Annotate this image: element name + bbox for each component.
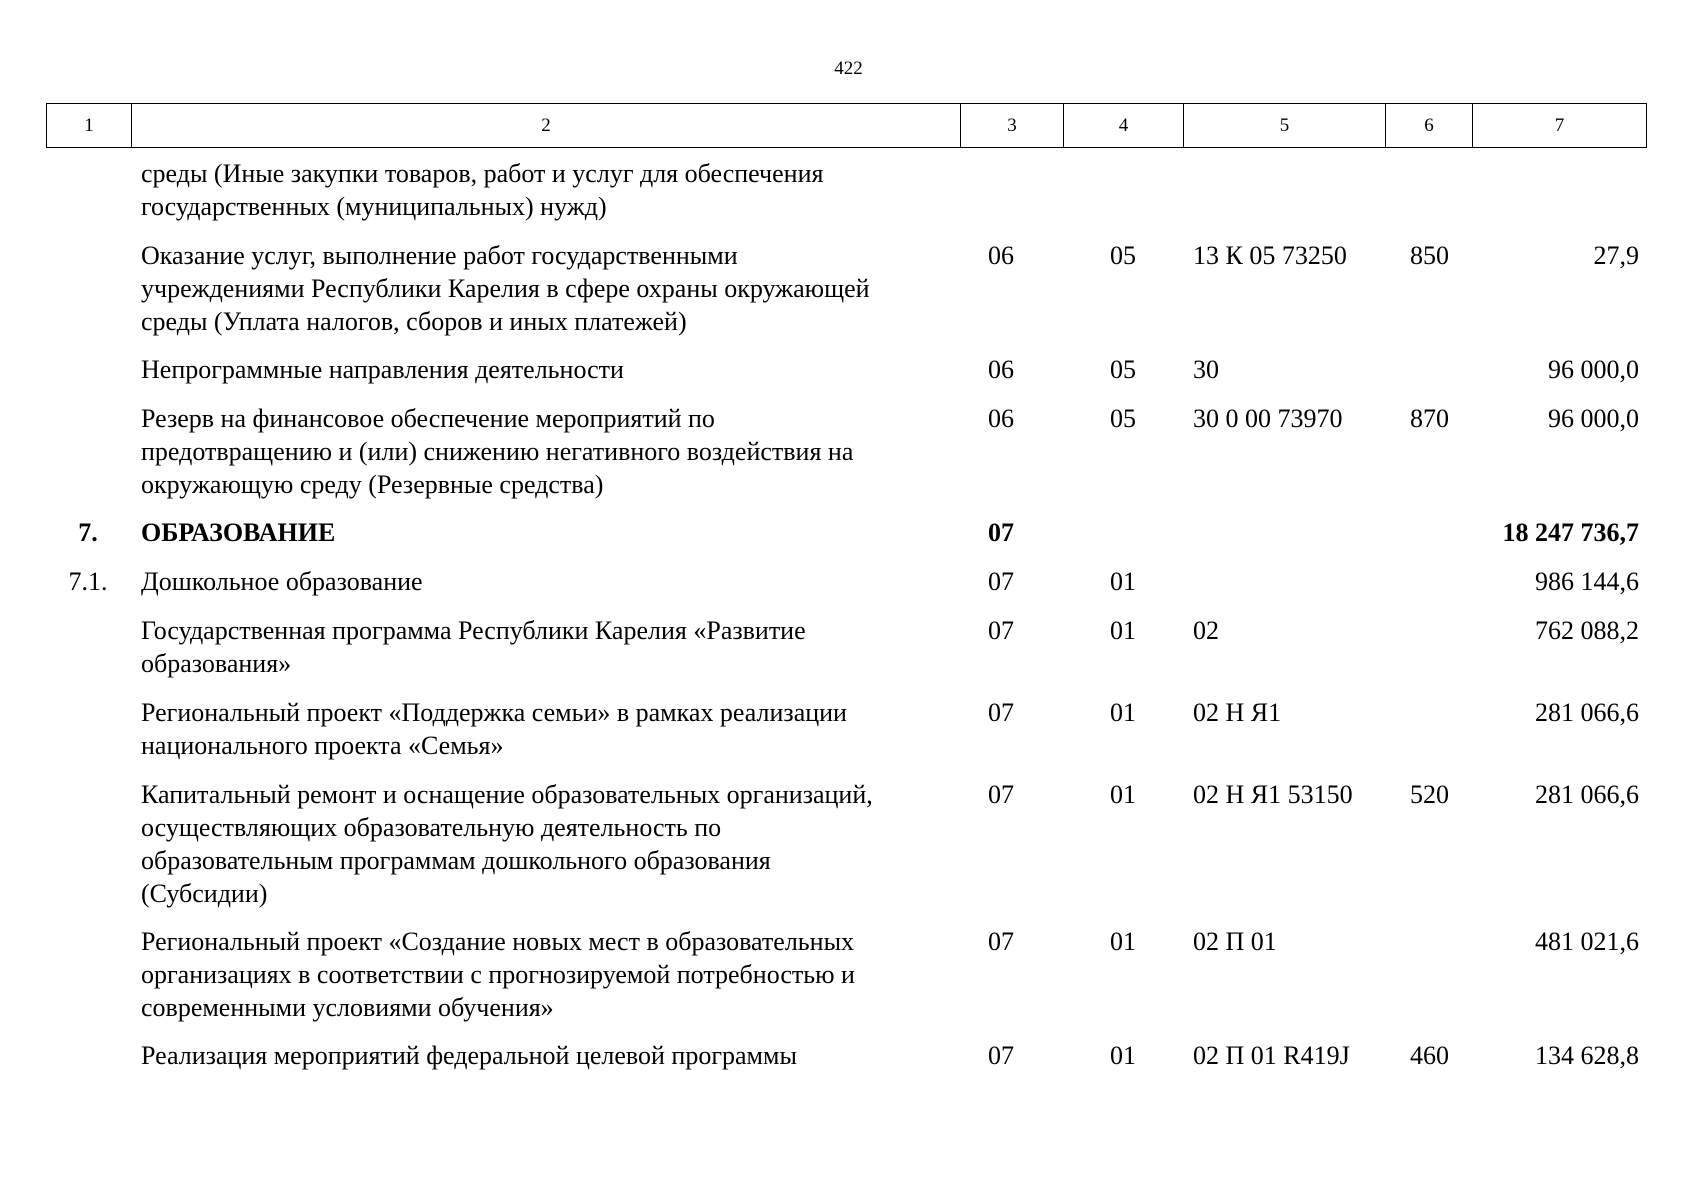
row-target-article: 30: [1193, 355, 1219, 384]
row-expense-type: 460: [1410, 1041, 1449, 1070]
row-number: 7.1.: [68, 567, 108, 596]
row-target-article: 30 0 00 73970: [1193, 404, 1343, 433]
row-target-article: 02 П 01 R419J: [1193, 1041, 1350, 1070]
table-row: [46, 402, 1646, 516]
row-number: 7.: [78, 518, 98, 547]
table-row: [46, 239, 1646, 353]
column-header-6: 6: [1386, 104, 1473, 148]
column-header-3: 3: [961, 104, 1064, 148]
row-target-article: 02 П 01: [1193, 927, 1277, 956]
row-amount: 96 000,0: [1548, 355, 1639, 384]
row-name: Оказание услуг, выполнение работ государственными учреждениями Республики Карелия в сфере охраны окружающей среды (Уплата налогов, сборов и иных платежей): [141, 241, 870, 336]
table-row: [46, 157, 1646, 239]
row-section: 07: [988, 518, 1014, 547]
row-name: Региональный проект «Поддержка семьи» в рамках реализации национального проекта «Семья»: [141, 698, 847, 760]
row-subsection: 01: [1110, 616, 1136, 645]
table-row-section-header: [46, 516, 1646, 565]
row-section: 06: [988, 241, 1014, 270]
row-section: 07: [988, 698, 1014, 727]
row-section: 07: [988, 927, 1014, 956]
row-section: 06: [988, 355, 1014, 384]
table-row: [46, 696, 1646, 778]
row-subsection: 01: [1110, 780, 1136, 809]
row-name: Капитальный ремонт и оснащение образовательных организаций, осуществляющих образовательную деятельность по образовательным программам дошкольного образования (Субсидии): [141, 780, 873, 908]
row-name: Региональный проект «Создание новых мест в образовательных организациях в соответствии с прогнозируемой потребностью и современными условиями обучения»: [141, 927, 855, 1022]
row-amount: 18 247 736,7: [1502, 518, 1639, 547]
row-amount: 762 088,2: [1535, 616, 1639, 645]
row-expense-type: 870: [1410, 404, 1449, 433]
column-header-2: 2: [132, 104, 961, 148]
row-amount: 96 000,0: [1548, 404, 1639, 433]
column-header-7: 7: [1473, 104, 1647, 148]
row-name: ОБРАЗОВАНИЕ: [141, 518, 336, 547]
row-target-article: 02: [1193, 616, 1219, 645]
row-section: 07: [988, 1041, 1014, 1070]
row-name: Резерв на финансовое обеспечение мероприятий по предотвращению и (или) снижению негативного воздействия на окружающую среду (Резервные средства): [141, 404, 854, 499]
row-amount: 281 066,6: [1535, 780, 1639, 809]
row-subsection: 01: [1110, 1041, 1136, 1070]
row-name: Непрограммные направления деятельности: [141, 355, 624, 384]
table-row: [46, 353, 1646, 402]
column-header-table: [46, 103, 1647, 148]
table-row: [46, 1039, 1646, 1088]
row-name: Дошкольное образование: [141, 567, 423, 596]
budget-table-body: [46, 157, 1646, 1088]
row-amount: 481 021,6: [1535, 927, 1639, 956]
row-amount: 134 628,8: [1535, 1041, 1639, 1070]
column-header-row: [47, 104, 1647, 148]
row-subsection: 01: [1110, 927, 1136, 956]
row-amount: 27,9: [1593, 241, 1639, 270]
row-target-article: 02 Н Я1: [1193, 698, 1282, 727]
row-section: 07: [988, 567, 1014, 596]
table-row: [46, 925, 1646, 1039]
row-name: Государственная программа Республики Карелия «Развитие образования»: [141, 616, 806, 678]
row-target-article: 13 К 05 73250: [1193, 241, 1347, 270]
row-subsection: 01: [1110, 698, 1136, 727]
row-name: Реализация мероприятий федеральной целевой программы: [141, 1041, 797, 1070]
column-header-5: 5: [1184, 104, 1386, 148]
row-amount: 986 144,6: [1535, 567, 1639, 596]
table-row: [46, 614, 1646, 696]
row-section: 07: [988, 616, 1014, 645]
row-subsection: 01: [1110, 567, 1136, 596]
column-header-1: 1: [47, 104, 132, 148]
row-subsection: 05: [1110, 404, 1136, 433]
row-subsection: 05: [1110, 355, 1136, 384]
row-amount: 281 066,6: [1535, 698, 1639, 727]
row-section: 07: [988, 780, 1014, 809]
row-target-article: 02 Н Я1 53150: [1193, 780, 1353, 809]
row-expense-type: 850: [1410, 241, 1449, 270]
row-subsection: 05: [1110, 241, 1136, 270]
column-header-4: 4: [1064, 104, 1184, 148]
table-row: [46, 778, 1646, 925]
row-section: 06: [988, 404, 1014, 433]
row-expense-type: 520: [1410, 780, 1449, 809]
table-row: [46, 565, 1646, 614]
page-number: 422: [834, 58, 863, 79]
row-name: среды (Иные закупки товаров, работ и услуг для обеспечения государственных (муниципальных) нужд): [141, 159, 824, 221]
